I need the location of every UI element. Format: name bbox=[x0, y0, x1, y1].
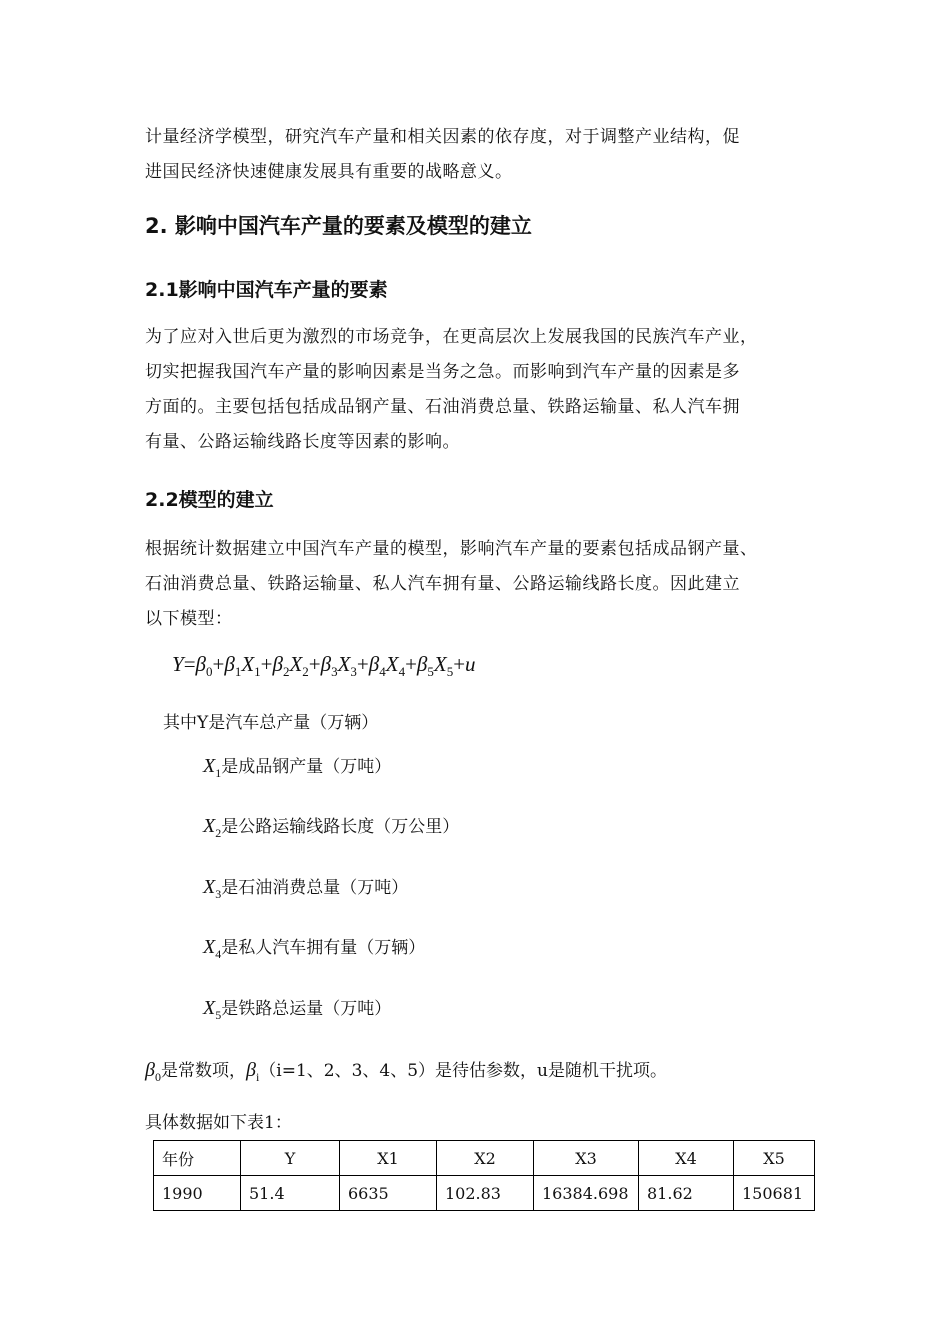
cell-year: 1990 bbox=[154, 1176, 241, 1211]
table-row bbox=[154, 1176, 815, 1211]
header-x2: X2 bbox=[437, 1141, 534, 1176]
definition-y: 其中Y是汽车总产量（万辆） bbox=[163, 713, 379, 733]
section-2-1-paragraph bbox=[145, 320, 810, 460]
cell-x3: 16384.698 bbox=[534, 1176, 639, 1211]
header-x1: X1 bbox=[340, 1141, 437, 1176]
header-year: 年份 bbox=[154, 1141, 241, 1176]
intro-line-2: 进国民经济快速健康发展具有重要的战略意义。 bbox=[145, 162, 513, 182]
s22-line-1: 根据统计数据建立中国汽车产量的模型，影响汽车产量的要素包括成品钢产量、 bbox=[145, 539, 758, 559]
header-y: Y bbox=[241, 1141, 340, 1176]
s21-line-3: 方面的。主要包括包括成品钢产量、石油消费总量、铁路运输量、私人汽车拥 bbox=[145, 397, 740, 417]
definition-x1: $X_1$是成品钢产量（万吨） bbox=[203, 755, 392, 780]
cell-x4: 81.62 bbox=[639, 1176, 734, 1211]
section-2-2-paragraph bbox=[145, 532, 810, 637]
section-2-1-heading: 2.1影响中国汽车产量的要素 bbox=[145, 279, 388, 301]
cell-y: 51.4 bbox=[241, 1176, 340, 1211]
intro-line-1: 计量经济学模型，研究汽车产量和相关因素的依存度，对于调整产业结构，促 bbox=[145, 127, 740, 147]
table-intro: 具体数据如下表1： bbox=[145, 1113, 292, 1133]
section-2-2-heading: 2.2模型的建立 bbox=[145, 489, 274, 511]
s22-line-3: 以下模型： bbox=[145, 609, 233, 629]
definition-x2: $X_2$是公路运输线路长度（万公里） bbox=[203, 815, 460, 840]
s21-line-4: 有量、公路运输线路长度等因素的影响。 bbox=[145, 432, 460, 452]
cell-x1: 6635 bbox=[340, 1176, 437, 1211]
cell-x5: 150681 bbox=[734, 1176, 815, 1211]
s22-line-2: 石油消费总量、铁路运输量、私人汽车拥有量、公路运输线路长度。因此建立 bbox=[145, 574, 740, 594]
definition-x3: $X_3$是石油消费总量（万吨） bbox=[203, 876, 409, 901]
data-table bbox=[153, 1140, 815, 1211]
parameter-description: $\beta_0$是常数项，$\beta_i(i=1$、2、3、4、5）是待估参数，u是随机干扰项。 bbox=[145, 1059, 667, 1084]
intro-paragraph bbox=[145, 120, 810, 190]
definition-x5: $X_5$是铁路总运量（万吨） bbox=[203, 997, 392, 1022]
header-x5: X5 bbox=[734, 1141, 815, 1176]
definition-x4: $X_4$是私人汽车拥有量（万辆） bbox=[203, 936, 426, 961]
regression-formula: $Y=\beta_0+\beta_1X_1+\beta_2X_2+\beta_3X_3+\beta_4X_4+\beta_5X_5+u$ bbox=[172, 652, 476, 680]
table-header-row bbox=[154, 1141, 815, 1176]
s21-line-2: 切实把握我国汽车产量的影响因素是当务之急。而影响到汽车产量的因素是多 bbox=[145, 362, 740, 382]
s21-line-1: 为了应对入世后更为激烈的市场竞争，在更高层次上发展我国的民族汽车产业， bbox=[145, 327, 758, 347]
header-x3: X3 bbox=[534, 1141, 639, 1176]
section-2-heading: 2. 影响中国汽车产量的要素及模型的建立 bbox=[145, 214, 532, 238]
header-x4: X4 bbox=[639, 1141, 734, 1176]
cell-x2: 102.83 bbox=[437, 1176, 534, 1211]
